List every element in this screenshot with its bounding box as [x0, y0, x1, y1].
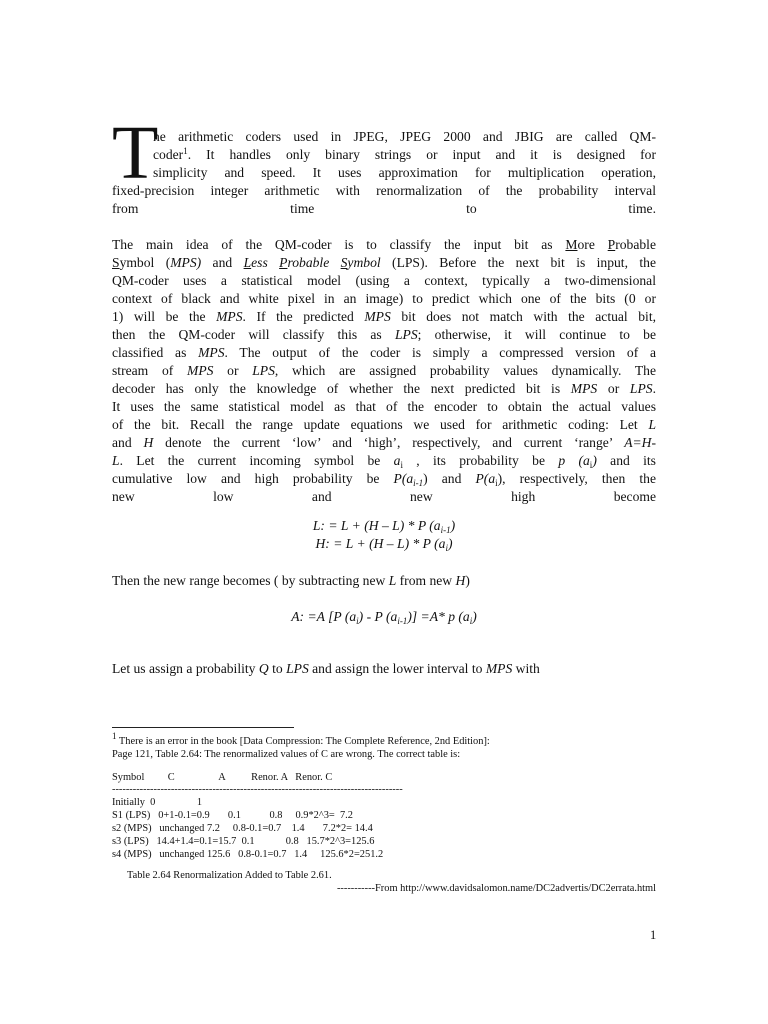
intro-line-2: coder$^1$. It handles only binary strings or input and it is designed for: [153, 146, 656, 162]
footnote-line-2: Page 121, Table 2.64: The renormalized values of C are wrong. The correct table is:: [112, 749, 461, 760]
equation-low: L: = L + (H – L) * P $(a_{i-1})$: [312, 518, 456, 535]
equation-range: A: =A [P $(a_i)$ - P $(a_{i-1})] =A*$ p $(a_i)$: [291, 609, 477, 626]
main-paragraph: The main idea of the QM-coder is to classify the input bit as More Probable Symbol (MPS) and Less Probable Symbol (LPS). Before the next bit is input, the QM-coder uses a statistical model (using a context, typically a two-dimensional context of black and white pixel in an image) to predict which one of the bits (0 or 1) will be the MPS. If the predicted MPS bit does not match with the actual bit, then the QM-coder will classify this as LPS; otherwise, it will continue to be classified as MPS. The output of the coder is simply a compressed version of a stream of MPS or LPS, which are assigned probability values dynamically. The decoder has only the knowledge of whether the next predicted bit is MPS or LPS. It uses the same statistical model as that of the encoder to obtain the actual values of the bit. Recall the range update equations we used for arithmetic coding: Let L and H denote the current ‘low’ and ‘high’, respectively, and current ‘range’ A=H- L. Let the current incoming symbol be $a_i$ , its probability be p $(a_i)$ and its cumulative low and high probability be $P(a_{i-1})$ and $P(a_i)$, respectively, then the new low and new high become: [112, 237, 657, 504]
footnote-ref: 1: [183, 146, 188, 156]
footnote-rule: [112, 727, 294, 728]
table-caption: Table 2.64 Renormalization Added to Table 2.61.: [127, 870, 332, 881]
footnote-line-1: $^1$ There is an error in the book [Data Compression: The Complete Reference, 2nd Edition]:: [112, 731, 490, 747]
drop-cap-letter: T: [112, 111, 159, 195]
intro-line-3: simplicity and speed. It uses approximation for multiplication operation,: [153, 165, 656, 180]
assign-sentence: Let us assign a probability Q to LPS and assign the lower interval to MPS with: [112, 661, 540, 676]
intro-line-1: he arithmetic coders used in JPEG, JPEG 2000 and JBIG are called QM-: [153, 129, 656, 144]
equation-high: H: = L + (H – L) * P $(a_i)$: [315, 536, 453, 553]
table-row: s4 (MPS) unchanged 125.6 0.8-0.1=0.7 1.4 125.6*2=251.2: [112, 849, 384, 860]
intro-line-5: from time to time.: [112, 201, 656, 216]
table-row: s3 (LPS) 14.4+1.4=0.1=15.7 0.1 0.8 15.7*2^3=125.6: [112, 836, 375, 847]
errata-source: -----------From http://www.davidsalomon.name/DC2advertis/DC2errata.html: [336, 883, 656, 894]
intro-line-4: fixed-precision integer arithmetic with renormalization of the probability interval: [112, 183, 656, 198]
table-row: S1 (LPS) 0+1-0.1=0.9 0.1 0.8 0.9*2^3= 7.2: [112, 810, 353, 821]
intro-paragraph: [112, 128, 656, 218]
table-row: Initially 0 1: [112, 797, 203, 808]
page-number: 1: [650, 928, 657, 942]
errata-table-divider: ------------------------------------------------------------------------------------: [112, 784, 403, 795]
errata-table-header: Symbol C A Renor. A Renor. C: [112, 772, 333, 783]
table-row: s2 (MPS) unchanged 7.2 0.8-0.1=0.7 1.4 7.2*2= 14.4: [112, 823, 373, 834]
range-sentence: Then the new range becomes ( by subtracting new L from new H): [112, 573, 470, 588]
